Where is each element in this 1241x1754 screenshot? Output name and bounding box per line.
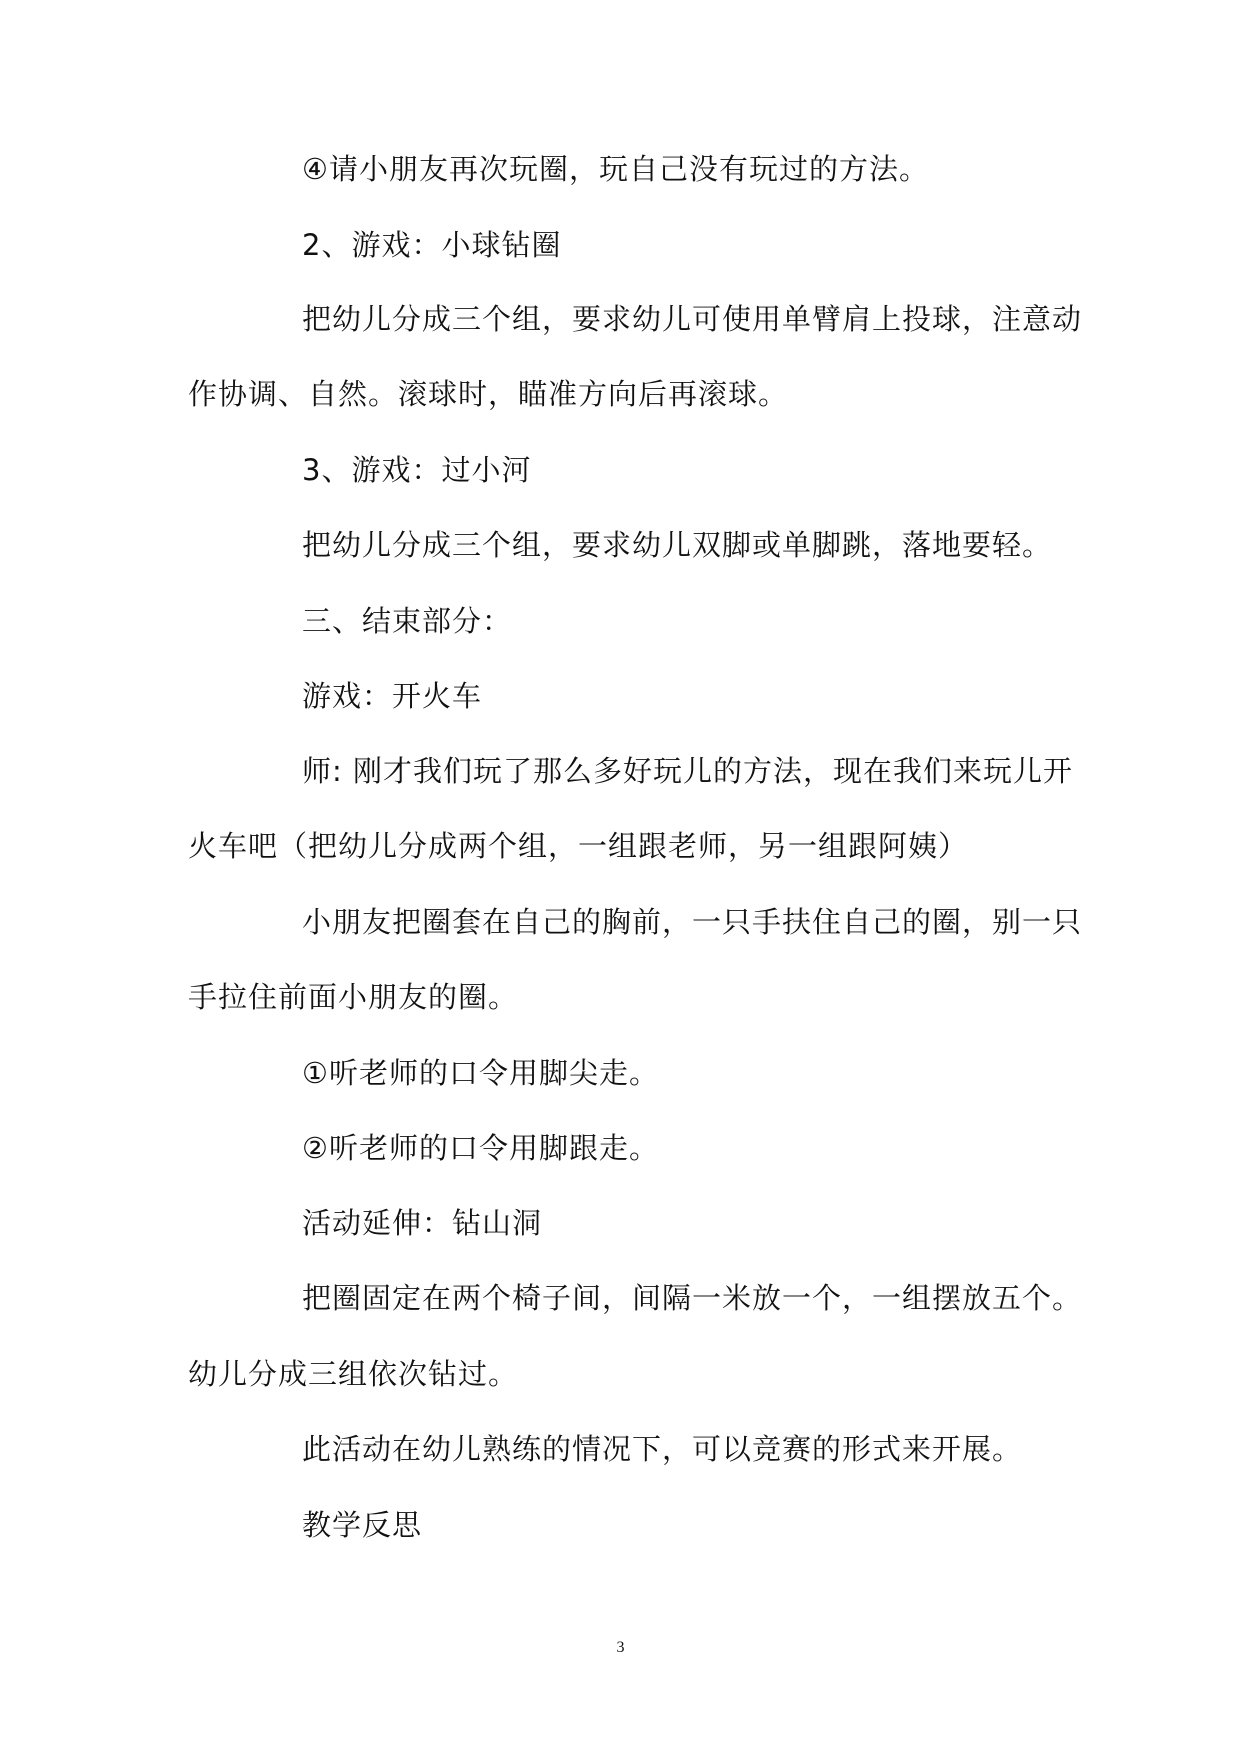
section-heading: 三、结束部分： [302, 604, 513, 638]
paragraph-line: 小朋友把圈套在自己的胸前，一只手扶住自己的圈，别一只 [302, 905, 1083, 939]
paragraph-line: 把幼儿分成三个组，要求幼儿可使用单臂肩上投球，注意动 [302, 302, 1083, 336]
paragraph-line: 把幼儿分成三个组，要求幼儿双脚或单脚跳，落地要轻。 [302, 528, 1053, 562]
paragraph-line: 火车吧（把幼儿分成两个组，一组跟老师，另一组跟阿姨） [188, 829, 969, 863]
paragraph-line: 幼儿分成三组依次钻过。 [188, 1357, 519, 1391]
page-number: 3 [616, 1639, 625, 1656]
paragraph-line: ①听老师的口令用脚尖走。 [302, 1056, 659, 1090]
section-heading: 3、游戏：过小河 [302, 453, 532, 487]
paragraph-line: ②听老师的口令用脚跟走。 [302, 1131, 659, 1165]
paragraph-line: 把圈固定在两个椅子间，间隔一米放一个，一组摆放五个。 [302, 1281, 1083, 1315]
section-heading: 游戏：开火车 [302, 679, 483, 713]
paragraph-line: 师: 刚才我们玩了那么多好玩儿的方法，现在我们来玩儿开 [302, 754, 1073, 788]
paragraph-line: 此活动在幼儿熟练的情况下，可以竞赛的形式来开展。 [302, 1432, 1023, 1466]
paragraph-line: 作协调、自然。滚球时，瞄准方向后再滚球。 [188, 377, 789, 411]
paragraph-line: ④请小朋友再次玩圈，玩自己没有玩过的方法。 [302, 152, 929, 186]
section-heading: 活动延伸：钻山洞 [302, 1206, 543, 1240]
paragraph-line: 手拉住前面小朋友的圈。 [188, 980, 519, 1014]
section-heading: 教学反思 [302, 1508, 423, 1542]
section-heading: 2、游戏：小球钻圈 [302, 228, 562, 262]
